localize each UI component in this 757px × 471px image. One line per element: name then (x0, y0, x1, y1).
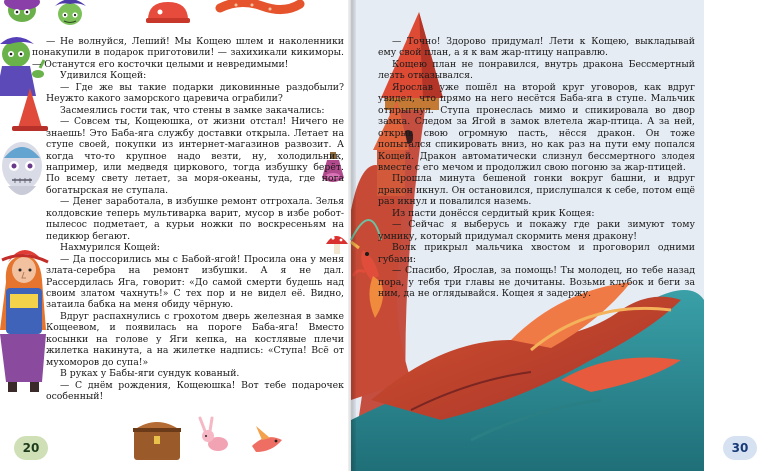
left-paragraph: — Не волнуйся, Леший! Мы Кощею шлем и наколенники понакупили в подарок приготовили! — захихикали кикиморы. — Останутся его косточки целыми и невредимыми! (32, 36, 344, 70)
left-paragraph: Вдруг распахнулись с грохотом дверь железная в замке Кощеевом, и появилась на пороге Баба-яга! Вместо косынки на голове у Яги кепка, на костлявые плечи жилетка накинута, а на жилетке надпись: «Ступа! Всё от мухоморов до супа!» (46, 310, 344, 368)
right-page-number: 30 (723, 436, 757, 460)
right-paragraph: — Спасибо, Ярослав, за помощь! Ты молодец, но тебе назад пора, у тебя три главы не дочитаны. Возьми клубок и беги за ним, да не оглядывайся. Кощея я задержу. (378, 265, 695, 299)
chest-icon (133, 422, 181, 460)
right-paragraph: Волк прикрыл мальчика хвостом и проговорил одними губами: (378, 242, 695, 265)
helmet-icon (146, 2, 190, 23)
right-page-text (378, 36, 695, 299)
kikimora-left-icon (0, 37, 36, 96)
left-paragraph: Нахмурился Кощей: (60, 242, 160, 254)
left-paragraph: В руках у Бабы-яги сундук кованый. (60, 368, 240, 380)
koschei-skull-icon (2, 142, 42, 195)
right-paragraph: Из пасти донёсся сердитый крик Кощея: (392, 207, 595, 219)
right-paragraph: Прошла минута бешеной гонки вокруг башни, и вдруг дракон икнул. Он остановился, прислушался к себе, потом ещё раз икнул и повалился наземь. (378, 173, 695, 208)
bird-icon (252, 426, 282, 452)
left-paragraph: Удивился Кощей: (60, 70, 147, 82)
rabbit-icon (200, 418, 228, 451)
tentacle-icon (220, 2, 300, 10)
right-paragraph: Ярослав уже пошёл на второй круг уговоров, как вдруг увидел, что прямо на него несётся Баба-яга в ступе. Мальчик отпрыгнул. Ступа пронеслась мимо и спикировала во двор замка. Следом за Ягой в замок влетела жар-птица. А за ней, открыв свою огромную пасть, нёсся дракон. Он тоже попытался спикировать вниз, но как раз на пути ему попался Кощей. Дракон автоматически слизнул бессмертного злодея вместе с его мечом и продолжил свою погоню за жар-птицей. (378, 81, 695, 173)
left-page-text (32, 36, 344, 403)
left-paragraph: — С днём рождения, Кощеюшка! Вот тебе подарочек особенный! (46, 379, 344, 403)
left-paragraph: — Денег заработала, в избушке ремонт отгрохала. Зелья колдовские теперь мультиварка варит, мусор в избе робот-пылесос подметает, а курьи ножки по воскресеньям на педикюр бегают. (46, 196, 344, 242)
right-paragraph: — Точно! Здорово придумал! Лети к Кощею, выкладывай ему свой план, а я к вам жар-птицу направлю. (378, 36, 695, 59)
left-paragraph: — Да поссорились мы с Бабой-ягой! Просила она у меня злата-серебра на ремонт избушки. А я не дал. Рассердилась Яга, говорит: «До самой смерти будешь над своим златом чахнуть!» С тех пор и не видел её. Видно, затаила бабка на меня обиду чёрную. (46, 253, 344, 311)
kikimora-top-center-icon (55, 0, 86, 25)
left-page (0, 0, 351, 471)
left-paragraph: Засмеялись гости так, что стены в замке закачались: (60, 104, 325, 116)
kikimora-top-left-icon (4, 0, 40, 22)
left-paragraph: — Совсем ты, Кощеюшка, от жизни отстал! Ничего не знаешь! Это Баба-яга службу доставки открыла. Летает на ступе своей, покупки из интернет-магазинов развозит. А когда что-то крупное надо везти, ну, холодильник, например, или медведя циркового, тогда избушку берёт. По всему свету летает, за моря-океаны, туда, где нога богатырская не ступала. (46, 116, 344, 196)
baba-yaga-icon (0, 250, 48, 392)
right-paragraph: — Сейчас я выберусь и покажу где раки зимуют тому умнику, который придумал скормить меня дракону! (378, 219, 695, 242)
book-gutter (348, 0, 356, 471)
left-paragraph: — Где же вы такие подарки диковинные раздобыли? Неужто какого заморского царевича ограбили? (46, 81, 344, 105)
right-paragraph: Кощею план не понравился, внутрь дракона Бессмертный лезть отказывался. (378, 58, 695, 82)
left-page-number: 20 (14, 436, 48, 460)
